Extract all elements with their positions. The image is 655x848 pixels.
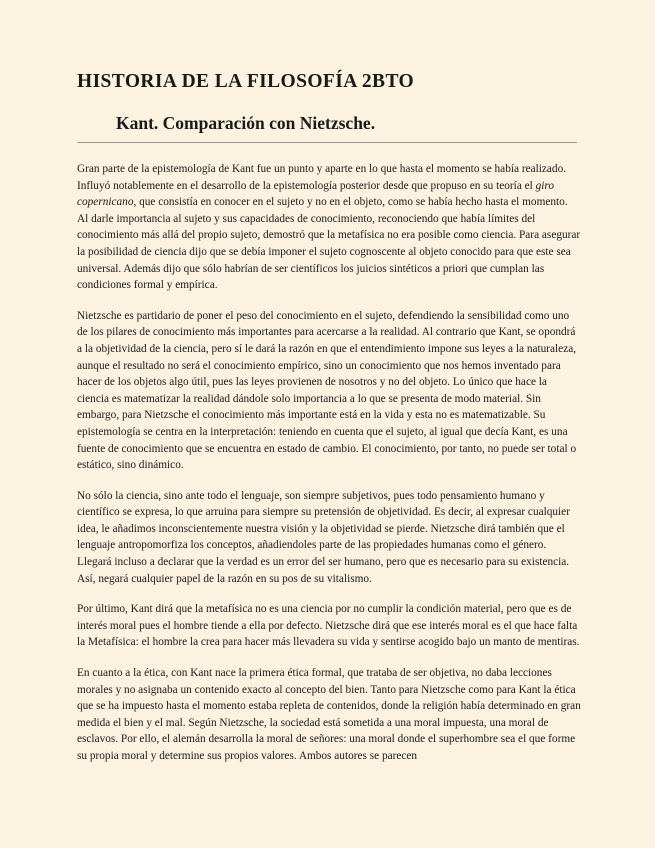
italic-term: giro copernicano xyxy=(77,179,555,209)
document-title: HISTORIA DE LA FILOSOFÍA 2BTO xyxy=(77,71,415,92)
document-subtitle: Kant. Comparación con Nietzsche. xyxy=(116,113,376,133)
paragraph-epistemology-kant xyxy=(77,161,581,294)
paragraph-metaphysics: Por último, Kant dirá que la metafísica no es una ciencia por no cumplir la condición material, pero que es de interés moral pues el hombre tiende a ella por defecto. Nietzsche dirá que ese interés moral es el que hace falta la Metafísica: el hombre la crea para hacer más llevadera su vida y sentirse acogido bajo un manto de mentiras. xyxy=(77,603,580,649)
paragraph-ethics: En cuanto a la ética, con Kant nace la primera ética formal, que trataba de ser objetiva, no daba lecciones morales y no asignaba un contenido exacto al concepto del bien. Tanto para Nietzsche como para Kant la ética que se ha impuesto hasta el momento estaba repleta de contenidos, donde la religión había determinado en gran medida el bien y el mal. Según Nietzsche, la sociedad está sometida a una moral impuesta, una moral de esclavos. Por ello, el alemán desarrolla la moral de señores: una moral donde el superhombre sea el que forme su propia moral y determine sus propios valores. Ambos autores se parecen xyxy=(77,667,581,762)
paragraph-epistemology-nietzsche: Nietzsche es partidario de poner el peso del conocimiento en el sujeto, defendiendo la sensibilidad como uno de los pilares de conocimiento más importantes para acercarse a la realidad. Al contrario que Kant, se opondrá a la objetividad de la ciencia, pero sí le dará la razón en que el entendimiento impone sus leyes a la naturaleza, aunque el resultado no será el conocimiento empírico, sino un conocimiento que nos hemos inventado para hacer de los objetos algo útil, pues las leyes provienen de nosotros y no del objeto. Lo único que hace la ciencia es matematizar la realidad dándole solo importancia a lo que se presenta de modo material. Sin embargo, para Nietzsche el conocimiento más importante está en la vida y esta no es matematizable. Su epistemología se centra en la interpretación: teniendo en cuenta que el sujeto, al igual que decía Kant, es una fuente de conocimiento que se encuentra en estado de cambio. El conocimiento, por tanto, no puede ser total o estático, sino dinámico. xyxy=(77,309,577,472)
paragraph-text: Gran parte de la epistemología de Kant fue un punto y aparte en lo que hasta el momento se había realizado. Influyó notablemente en el desarrollo de la epistemología posterior desde que propuso en su teoría el xyxy=(77,163,567,192)
document-body xyxy=(77,161,581,779)
paragraph-text: , que consistía en conocer en el sujeto y no en el objeto, como se había hecho hasta el momento. Al darle importancia al sujeto y sus capacidades de conocimiento, reconociendo que había límites del conocimiento más allá del propio sujeto, demostró que la metafísica no era posible como ciencia. Para asegurar la posibilidad de ciencia dijo que se debía imponer el sujeto cognoscente al objeto conocido para que este sea universal. Además dijo que sólo habrían de ser científicos los juicios sintéticos a priori que cumplan las condiciones formal y empírica. xyxy=(77,196,581,292)
paragraph-language: No sólo la ciencia, sino ante todo el lenguaje, son siempre subjetivos, pues todo pensamiento humano y científico se expresa, lo que arruina para siempre su pretensión de objetividad. Es decir, al expresar cualquier idea, le añadimos inconscientemente nuestra visión y la objetividad se pierde. Nietzsche dirá también que el lenguaje antropomorfiza los conceptos, añadiendoles parte de las propiedades humanas como el género. Llegará incluso a declarar que la verdad es un error del ser humano, pero que es necesario para su existencia. Así, negará cualquier papel de la razón en su pos de su vitalismo. xyxy=(77,489,570,585)
title-divider xyxy=(77,142,577,143)
